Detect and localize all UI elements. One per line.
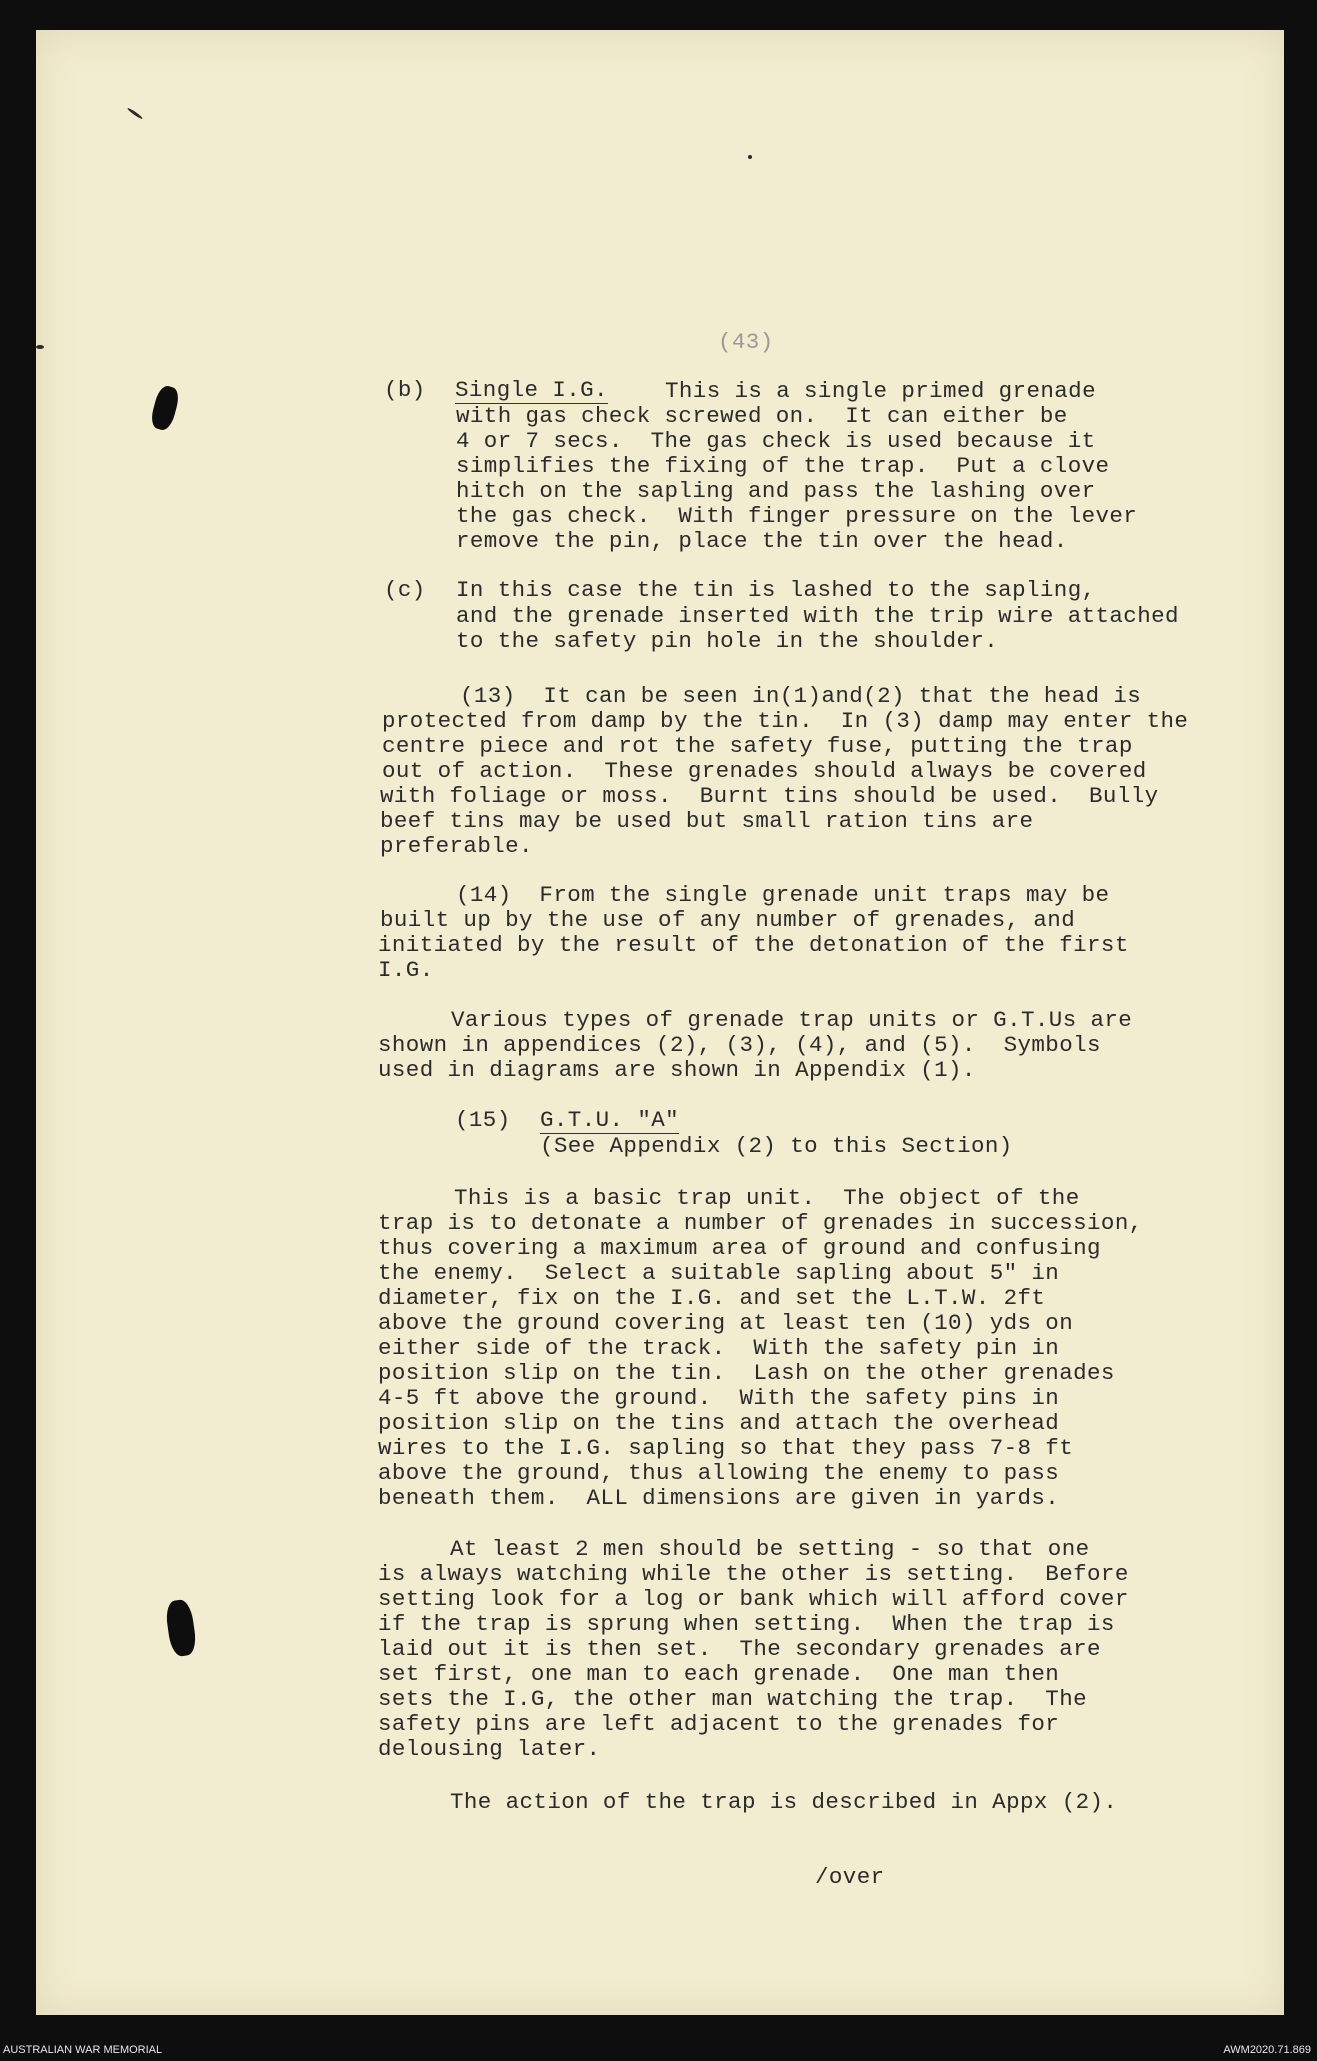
item-c-marker: (c) — [384, 577, 426, 603]
speck — [36, 345, 44, 349]
para-men-line: setting look for a log or bank which will afford cover — [378, 1586, 1129, 1612]
item-b-line: hitch on the sapling and pass the lashing over — [456, 478, 1096, 504]
footer-right: AWM2020.71.869 — [1223, 2044, 1311, 2056]
para-basic-line: above the ground covering at least ten (10) yds on — [378, 1310, 1074, 1336]
para-men-line: laid out it is then set. The secondary grenades are — [378, 1636, 1101, 1662]
para13-line: (13) It can be seen in(1)and(2) that the head is — [460, 683, 1142, 709]
para-basic-line: This is a basic trap unit. The object of the — [454, 1185, 1080, 1211]
para15-heading: G.T.U. "A" — [540, 1107, 680, 1133]
para-various-line: used in diagrams are shown in Appendix (1). — [378, 1057, 976, 1083]
punch-hole-top — [149, 384, 182, 432]
para-various-line: Various types of grenade trap units or G.T.Us are — [451, 1007, 1133, 1033]
para-men-line: At least 2 men should be setting - so that one — [450, 1536, 1090, 1562]
para14-line: (14) From the single grenade unit traps may be — [456, 882, 1110, 908]
para-various-line: shown in appendices (2), (3), (4), and (5). Symbols — [378, 1032, 1101, 1058]
para-men-line: is always watching while the other is setting. Before — [378, 1561, 1129, 1587]
para13-line: beef tins may be used but small ration tins are — [380, 808, 1034, 834]
para13-line: with foliage or moss. Burnt tins should be used. Bully — [380, 783, 1159, 809]
para-action: The action of the trap is described in Appx (2). — [450, 1789, 1118, 1815]
para15-reference: (See Appendix (2) to this Section) — [540, 1133, 1013, 1159]
para-basic-line: either side of the track. With the safety pin in — [378, 1335, 1060, 1361]
punch-hole-bottom — [164, 1598, 198, 1657]
para-basic-line: wires to the I.G. sapling so that they pass 7-8 ft — [378, 1435, 1074, 1461]
item-c-line: In this case the tin is lashed to the sapling, — [456, 577, 1096, 603]
para14-line: I.G. — [378, 957, 434, 983]
para-men-line: safety pins are left adjacent to the grenades for — [378, 1711, 1060, 1737]
footer-left: AUSTRALIAN WAR MEMORIAL — [3, 2044, 163, 2056]
item-b-line: 4 or 7 secs. The gas check is used because it — [456, 428, 1096, 454]
item-c-line: to the safety pin hole in the shoulder. — [456, 628, 999, 654]
para-basic-line: trap is to detonate a number of grenades in succession, — [378, 1210, 1143, 1236]
para13-line: protected from damp by the tin. In (3) damp may enter the — [382, 708, 1189, 734]
over-note: /over — [815, 1864, 885, 1890]
item-b-line: with gas check screwed on. It can either be — [456, 403, 1068, 429]
para-men-line: set first, one man to each grenade. One man then — [378, 1661, 1060, 1687]
para15-number: (15) — [455, 1107, 511, 1133]
para13-line: preferable. — [380, 833, 533, 859]
item-c-line: and the grenade inserted with the trip wire attached — [456, 603, 1179, 629]
para13-line: out of action. These grenades should always be covered — [382, 758, 1147, 784]
item-b-marker: (b) — [384, 377, 426, 403]
para-basic-line: the enemy. Select a suitable sapling about 5" in — [378, 1260, 1060, 1286]
item-b-heading: Single I.G. — [455, 377, 608, 403]
item-b-line: simplifies the fixing of the trap. Put a clove — [456, 453, 1110, 479]
para-basic-line: diameter, fix on the I.G. and set the L.T.W. 2ft — [378, 1285, 1046, 1311]
para-men-line: sets the I.G, the other man watching the trap. The — [378, 1686, 1088, 1712]
item-b-line: This is a single primed grenade — [665, 378, 1096, 404]
para-basic-line: above the ground, thus allowing the enemy to pass — [378, 1460, 1060, 1486]
para-men-line: if the trap is sprung when setting. When the trap is — [378, 1611, 1115, 1637]
para-basic-line: position slip on the tin. Lash on the other grenades — [378, 1360, 1115, 1386]
para-basic-line: 4-5 ft above the ground. With the safety pins in — [378, 1385, 1060, 1411]
para13-line: centre piece and rot the safety fuse, putting the trap — [382, 733, 1133, 759]
para-basic-line: thus covering a maximum area of ground and confusing — [378, 1235, 1101, 1261]
page-number: (43) — [718, 329, 774, 355]
item-b-line: the gas check. With finger pressure on the lever — [456, 503, 1138, 529]
para-basic-line: position slip on the tins and attach the overhead — [378, 1410, 1060, 1436]
para14-line: initiated by the result of the detonation of the first — [378, 932, 1129, 958]
item-b-line: remove the pin, place the tin over the head. — [456, 528, 1068, 554]
para-basic-line: beneath them. ALL dimensions are given in yards. — [378, 1485, 1060, 1511]
speck — [748, 155, 752, 159]
para14-line: built up by the use of any number of grenades, and — [380, 907, 1076, 933]
para-men-line: delousing later. — [378, 1736, 601, 1762]
speck — [127, 107, 143, 120]
